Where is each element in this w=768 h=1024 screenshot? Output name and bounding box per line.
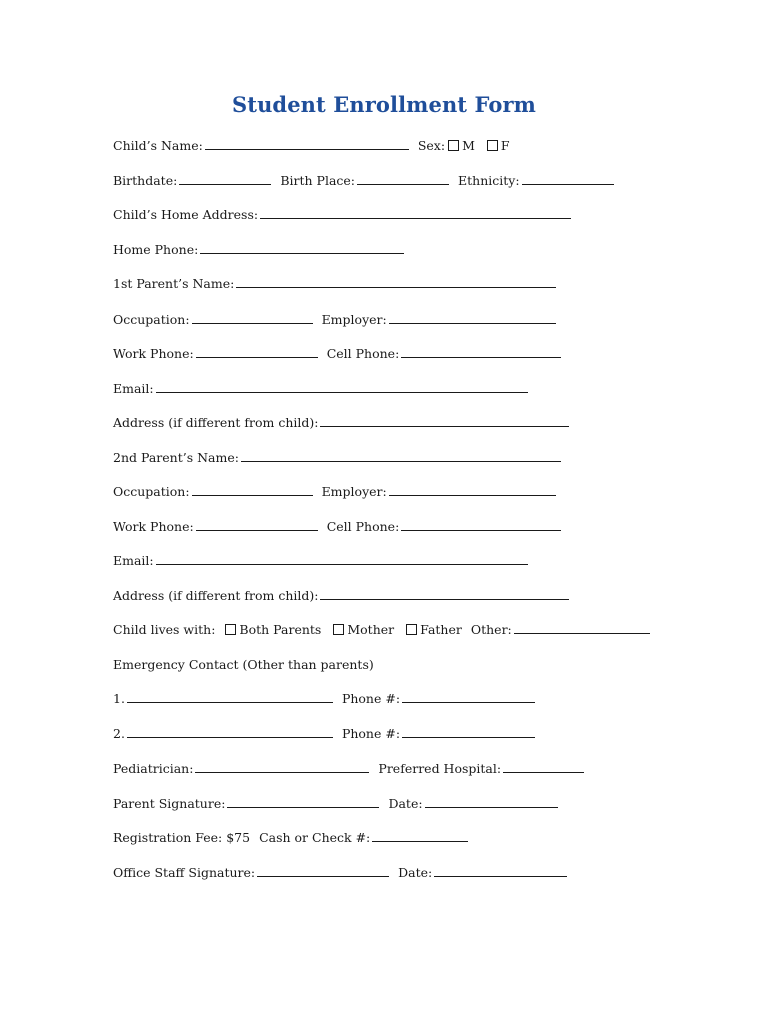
pediatrician-label: Pediatrician: — [113, 761, 194, 776]
office-signature-field[interactable] — [257, 864, 389, 877]
registration-fee-label: Registration Fee: $75 — [113, 830, 251, 845]
row-p2-email — [113, 552, 537, 570]
parent-signature-field[interactable] — [227, 795, 379, 808]
row-parent-signature — [113, 795, 567, 813]
ethnicity-label: Ethnicity: — [458, 173, 520, 188]
row-emergency-2 — [113, 725, 544, 743]
parent-date-label: Date: — [388, 796, 423, 811]
row-medical — [113, 760, 593, 778]
father-label: Father — [420, 622, 462, 637]
p1-occupation-label: Occupation: — [113, 312, 190, 327]
row-p2-phones — [113, 518, 570, 536]
mother-label: Mother — [347, 622, 395, 637]
child-name-label: Child’s Name: — [113, 138, 203, 153]
other-label: Other: — [470, 622, 512, 637]
ec2-phone-field[interactable] — [402, 725, 535, 738]
birthdate-label: Birthdate: — [113, 173, 178, 188]
parent2-name-label: 2nd Parent’s Name: — [113, 450, 239, 465]
p2-occupation-field[interactable] — [192, 483, 313, 496]
p1-work-phone-label: Work Phone: — [113, 346, 194, 361]
ec1-phone-label: Phone #: — [341, 691, 401, 706]
both-parents-label: Both Parents — [239, 622, 322, 637]
birth-place-label: Birth Place: — [280, 173, 356, 188]
sex-f-checkbox[interactable] — [487, 140, 498, 151]
p1-email-field[interactable] — [156, 380, 528, 393]
row-home-phone — [113, 241, 413, 259]
child-name-field[interactable] — [205, 137, 409, 150]
p2-cell-phone-label: Cell Phone: — [326, 519, 400, 534]
p2-work-phone-field[interactable] — [196, 518, 318, 531]
birthdate-field[interactable] — [179, 172, 271, 185]
row-registration — [113, 829, 477, 847]
row-emergency-1 — [113, 690, 544, 708]
p2-employer-label: Employer: — [321, 484, 387, 499]
p1-email-label: Email: — [113, 381, 154, 396]
p1-cell-phone-label: Cell Phone: — [326, 346, 400, 361]
hospital-label: Preferred Hospital: — [378, 761, 502, 776]
p2-cell-phone-field[interactable] — [401, 518, 561, 531]
office-date-label: Date: — [398, 865, 433, 880]
form-title: Student Enrollment Form — [232, 92, 536, 117]
row-child-name — [113, 137, 510, 155]
row-p2-address — [113, 587, 578, 605]
ec2-name-field[interactable] — [127, 725, 333, 738]
row-emergency-heading — [113, 656, 374, 674]
birth-place-field[interactable] — [357, 172, 449, 185]
row-p1-phones — [113, 345, 570, 363]
p2-email-field[interactable] — [156, 552, 528, 565]
row-p1-occupation — [113, 311, 565, 329]
cash-check-field[interactable] — [372, 829, 468, 842]
ec1-name-field[interactable] — [127, 690, 333, 703]
p1-address-field[interactable] — [320, 414, 569, 427]
sex-f-label: F — [500, 138, 510, 153]
p1-address-label: Address (if different from child): — [113, 415, 319, 430]
row-p1-email — [113, 380, 537, 398]
sex-m-checkbox[interactable] — [448, 140, 459, 151]
office-date-field[interactable] — [434, 864, 567, 877]
p2-address-field[interactable] — [320, 587, 569, 600]
other-field[interactable] — [514, 621, 650, 634]
row-office-signature — [113, 864, 576, 882]
home-phone-label: Home Phone: — [113, 242, 199, 257]
father-checkbox[interactable] — [406, 624, 417, 635]
sex-label: Sex: — [417, 138, 446, 153]
p2-occupation-label: Occupation: — [113, 484, 190, 499]
mother-checkbox[interactable] — [333, 624, 344, 635]
ec1-phone-field[interactable] — [402, 690, 535, 703]
parent2-name-field[interactable] — [241, 449, 561, 462]
home-address-field[interactable] — [260, 206, 571, 219]
lives-with-label: Child lives with: — [113, 622, 216, 637]
row-p2-occupation — [113, 483, 565, 501]
cash-check-label: Cash or Check #: — [259, 830, 371, 845]
p1-cell-phone-field[interactable] — [401, 345, 561, 358]
hospital-field[interactable] — [503, 760, 584, 773]
p2-email-label: Email: — [113, 553, 154, 568]
p2-employer-field[interactable] — [389, 483, 556, 496]
home-phone-field[interactable] — [200, 241, 404, 254]
ethnicity-field[interactable] — [522, 172, 614, 185]
parent-signature-label: Parent Signature: — [113, 796, 226, 811]
ec2-number: 2. — [113, 726, 125, 741]
parent-date-field[interactable] — [425, 795, 558, 808]
p2-work-phone-label: Work Phone: — [113, 519, 194, 534]
both-parents-checkbox[interactable] — [225, 624, 236, 635]
parent1-name-field[interactable] — [236, 275, 556, 288]
p1-employer-label: Employer: — [321, 312, 387, 327]
row-parent1-name — [113, 275, 565, 293]
ec2-phone-label: Phone #: — [341, 726, 401, 741]
home-address-label: Child’s Home Address: — [113, 207, 259, 222]
p1-occupation-field[interactable] — [192, 311, 313, 324]
sex-m-label: M — [462, 138, 475, 153]
p1-employer-field[interactable] — [389, 311, 556, 324]
row-birth — [113, 172, 623, 190]
ec1-number: 1. — [113, 691, 125, 706]
parent1-name-label: 1st Parent’s Name: — [113, 276, 235, 291]
emergency-heading: Emergency Contact (Other than parents) — [113, 657, 374, 672]
row-home-address — [113, 206, 580, 224]
p2-address-label: Address (if different from child): — [113, 588, 319, 603]
p1-work-phone-field[interactable] — [196, 345, 318, 358]
pediatrician-field[interactable] — [195, 760, 369, 773]
row-parent2-name — [113, 449, 570, 467]
row-p1-address — [113, 414, 578, 432]
row-lives-with — [113, 621, 659, 639]
office-signature-label: Office Staff Signature: — [113, 865, 256, 880]
